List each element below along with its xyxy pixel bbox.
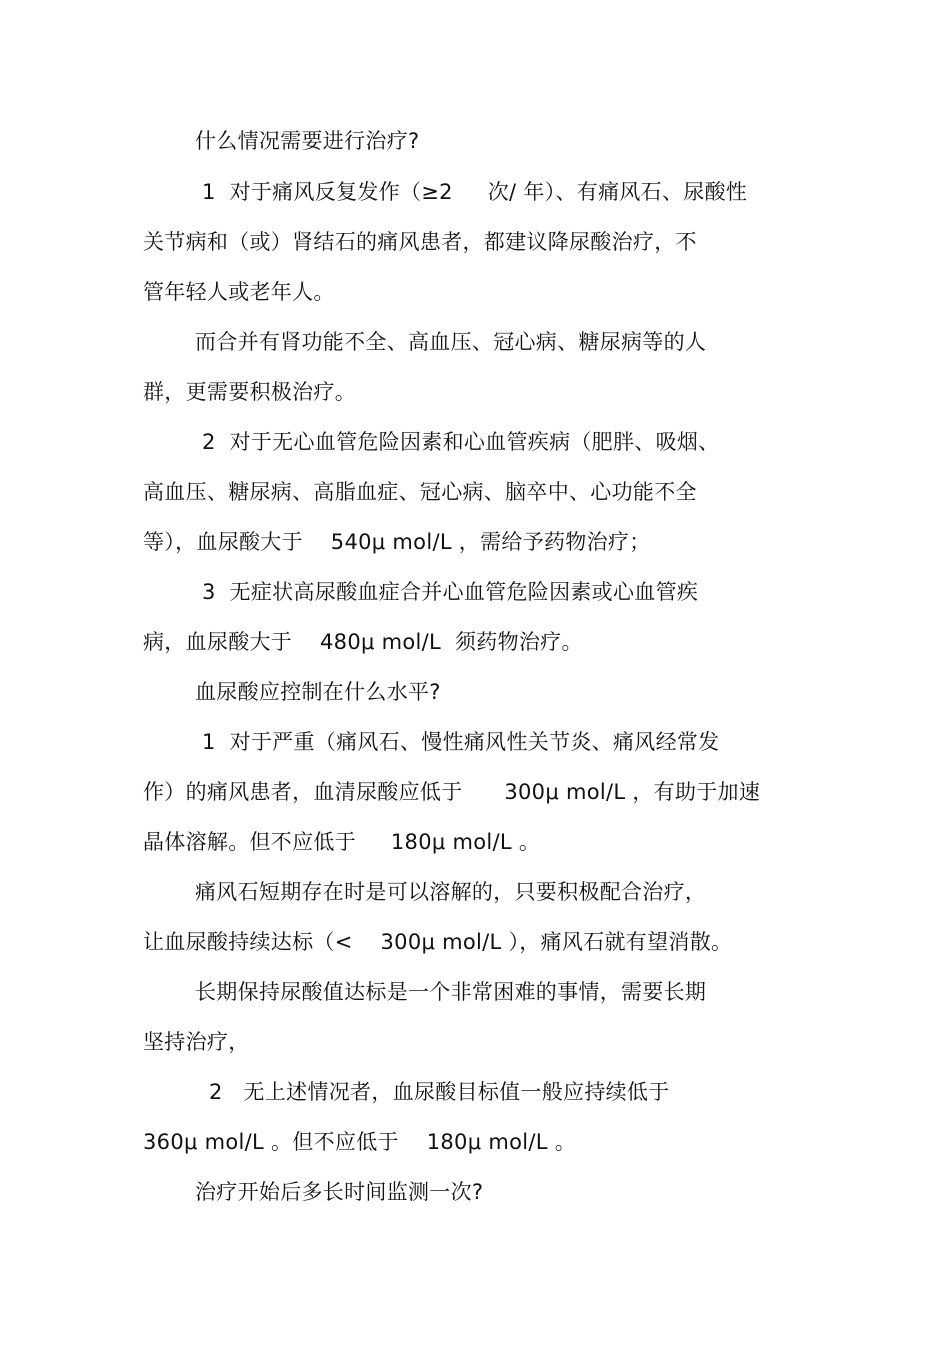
paragraph-line: 坚持治疗，: [143, 1030, 250, 1054]
paragraph-line: 360μ mol/L 。但不应低于 180μ mol/L 。: [143, 1130, 577, 1154]
paragraph-line: 高血压、糖尿病、高脂血症、冠心病、脑卒中、心功能不全: [143, 480, 697, 504]
paragraph-line: 管年轻人或老年人。: [143, 280, 335, 304]
paragraph-line: 晶体溶解。但不应低于 180μ mol/L 。: [143, 830, 541, 854]
question-uric-acid-level: 血尿酸应控制在什么水平?: [195, 680, 441, 704]
paragraph-line: 1 对于痛风反复发作（≥2 次/ 年）、有痛风石、尿酸性: [195, 180, 748, 204]
paragraph-line: 让血尿酸持续达标（< 300μ mol/L ），痛风石就有望消散。: [143, 930, 733, 954]
paragraph-line: 2 对于无心血管危险因素和心血管疾病（肥胖、吸烟、: [195, 430, 720, 454]
paragraph-line: 作）的痛风患者，血清尿酸应低于 300μ mol/L ，有助于加速: [143, 780, 761, 804]
paragraph-line: 群，更需要积极治疗。: [143, 380, 356, 404]
question-monitoring-interval: 治疗开始后多长时间监测一次?: [195, 1180, 484, 1204]
paragraph-line: 病，血尿酸大于 480μ mol/L 须药物治疗。: [143, 630, 583, 654]
paragraph-line: 长期保持尿酸值达标是一个非常困难的事情，需要长期: [195, 980, 707, 1004]
question-when-treat: 什么情况需要进行治疗?: [195, 129, 420, 153]
paragraph-line: 3 无症状高尿酸血症合并心血管危险因素或心血管疾: [195, 580, 699, 604]
paragraph-line: 关节病和（或）肾结石的痛风患者，都建议降尿酸治疗，不: [143, 230, 697, 254]
paragraph-line: 痛风石短期存在时是可以溶解的，只要积极配合治疗，: [195, 880, 707, 904]
paragraph-line: 1 对于严重（痛风石、慢性痛风性关节炎、痛风经常发: [195, 730, 720, 754]
paragraph-line: 而合并有肾功能不全、高血压、冠心病、糖尿病等的人: [195, 330, 707, 354]
paragraph-line: 等），血尿酸大于 540μ mol/L ，需给予药物治疗；: [143, 530, 651, 554]
paragraph-line: 2 无上述情况者，血尿酸目标值一般应持续低于: [195, 1080, 670, 1104]
